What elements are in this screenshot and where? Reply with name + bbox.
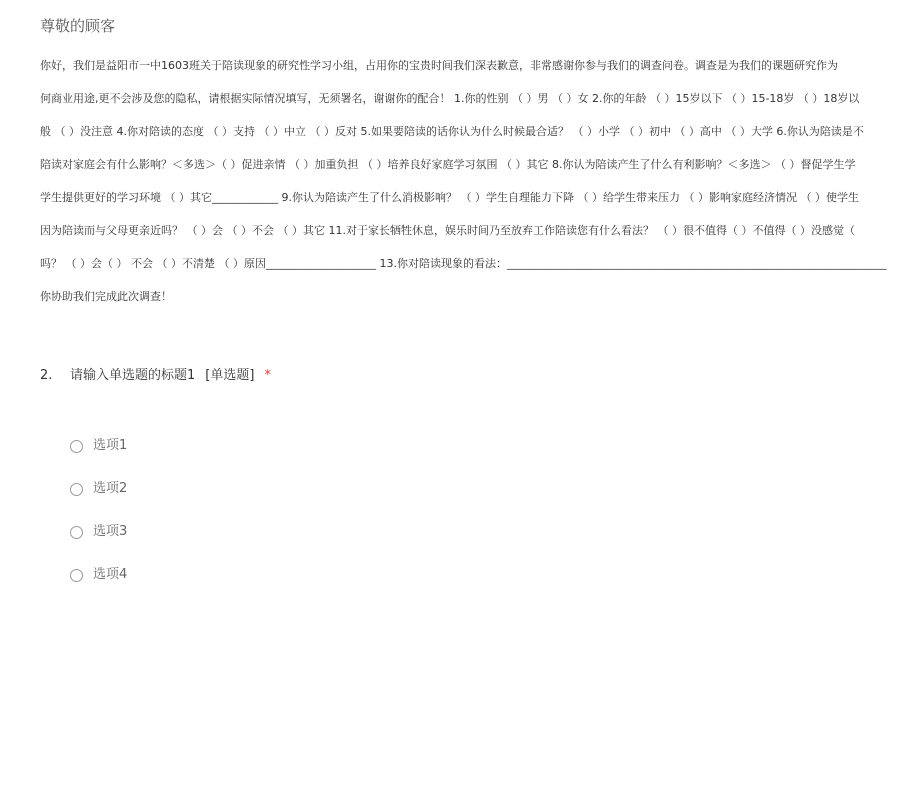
intro-line: 你好，我们是益阳市一中1603班关于陪读现象的研究性学习小组，占用你的宝贵时间我们深表歉意，非常感谢你参与我们的调查问卷。调查是为我们的课题研究作为	[40, 59, 838, 72]
radio-circle-icon[interactable]	[70, 440, 83, 453]
question-type-label: [单选题]	[205, 368, 255, 383]
radio-option-label[interactable]: 选项2	[93, 481, 128, 496]
survey-greeting: 尊敬的顾客	[40, 17, 116, 35]
radio-option-label[interactable]: 选项1	[93, 438, 128, 453]
question-number: 2.	[40, 368, 53, 383]
intro-line: 吗？ （ ）会（ ） 不会 （ ）不清楚 （ ）原因____________________ 13.你对陪读现象的看法：_____________________________________________________________________	[40, 257, 887, 270]
intro-line: 何商业用途,更不会涉及您的隐私，请根据实际情况填写，无须署名，谢谢你的配合！ 1.你的性别 （ ）男 （ ）女 2.你的年龄 （ ）15岁以下 （ ）15-18岁 （ ）18岁以	[40, 92, 860, 105]
intro-line: 般 （ ）没注意 4.你对陪读的态度 （ ）支持 （ ）中立 （ ）反对 5.如果要陪读的话你认为什么时候最合适？ （ ）小学 （ ）初中 （ ）高中 （ ）大学 6.你认为陪读是不	[40, 125, 864, 138]
intro-line: 你协助我们完成此次调查！	[40, 290, 172, 303]
radio-circle-icon[interactable]	[70, 483, 83, 496]
intro-line: 陪读对家庭会有什么影响？＜多选＞（ ）促进亲情 （ ）加重负担 （ ）培养良好家庭学习氛围 （ ）其它 8.你认为陪读产生了什么有利影响？＜多选＞ （ ）督促学生学	[40, 158, 856, 171]
radio-option-label[interactable]: 选项3	[93, 524, 128, 539]
required-marker: *	[264, 368, 271, 383]
radio-option[interactable]	[70, 479, 127, 499]
radio-circle-icon[interactable]	[70, 526, 83, 539]
survey-intro	[40, 55, 900, 319]
question-header	[40, 366, 271, 386]
radio-option-label[interactable]: 选项4	[93, 567, 128, 582]
radio-option-group	[70, 436, 127, 608]
radio-circle-icon[interactable]	[70, 569, 83, 582]
question-title: 请输入单选题的标题1	[70, 368, 196, 383]
radio-option[interactable]	[70, 565, 127, 585]
intro-line: 因为陪读而与父母更亲近吗？ （ ）会 （ ）不会 （ ）其它 11.对于家长牺牲休息，娱乐时间乃至放弃工作陪读您有什么看法？ （ ）很不值得（ ）不值得（ ）没感觉（	[40, 224, 855, 237]
intro-line: 学生提供更好的学习环境 （ ）其它____________ 9.你认为陪读产生了什么消极影响？ （ ）学生自理能力下降 （ ）给学生带来压力 （ ）影响家庭经济情况 （ ）使学生	[40, 191, 859, 204]
radio-option[interactable]	[70, 522, 127, 542]
radio-option[interactable]	[70, 436, 127, 456]
